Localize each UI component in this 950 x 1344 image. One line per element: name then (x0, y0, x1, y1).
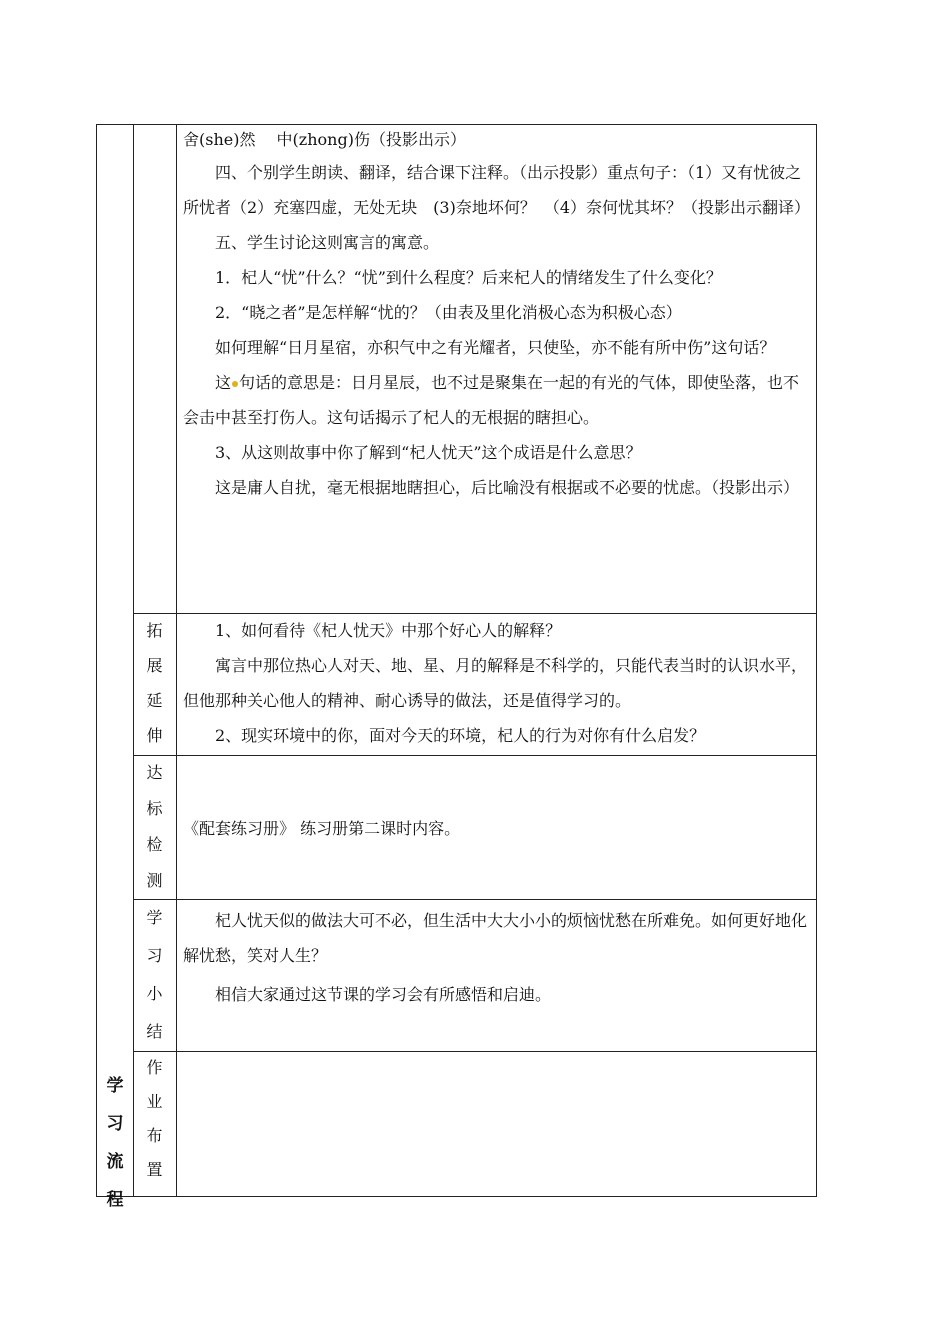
section-label-char: 置 (146, 1160, 163, 1179)
section-label-char: 结 (146, 1022, 163, 1041)
section-label-char: 业 (146, 1092, 163, 1111)
section-content-assessment (183, 755, 813, 899)
content-paragraph: 这 句话的意思是：日月星辰，也不过是聚集在一起的有光的气体，即使坠落，也不会击中甚至打伤人。这句话揭示了杞人的无根据的瞎担心。 (183, 373, 800, 427)
content-paragraph: 舍(she)然 中(zhong)伤（投影出示） (183, 130, 466, 149)
content-paragraph: 杞人忧天似的做法大可不必，但生活中大大小小的烦恼忧愁在所难免。如何更好地化解忧愁，笑对人生？ (183, 911, 808, 965)
content-paragraph: 1．杞人“忧”什么？“忧”到什么程度？后来杞人的情绪发生了什么变化？ (215, 268, 722, 287)
section-label-assessment (133, 755, 176, 899)
column-divider-label (176, 125, 177, 1196)
lesson-plan-table (96, 124, 817, 1210)
content-paragraph: 这是庸人自扰，毫无根据地瞎担心，后比喻没有根据或不必要的忧虑。（投影出示） (215, 478, 800, 497)
content-paragraph: 3、从这则故事中你了解到“杞人忧天”这个成语是什么意思？ (215, 443, 642, 462)
section-content-extension (183, 613, 813, 755)
section-label-char: 布 (146, 1126, 163, 1145)
section-label-char: 作 (146, 1058, 163, 1077)
section-label-char: 达 (146, 763, 163, 782)
section-label-homework (133, 1051, 176, 1198)
content-paragraph: 如何理解“日月星宿，亦积气中之有光耀者，只使坠，亦不能有所中伤”这句话？ (215, 338, 776, 357)
section-label-char: 伸 (146, 726, 163, 745)
content-paragraph: 寓言中那位热心人对天、地、星、月的解释是不科学的，只能代表当时的认识水平，但他那种关心他人的精神、耐心诱导的做法，还是值得学习的。 (183, 656, 808, 710)
section-label-char: 标 (146, 799, 163, 818)
outer-label-cell (97, 1051, 133, 1210)
content-paragraph: 四、个别学生朗读、翻译，结合课下注释。（出示投影）重点句子：（1）又有忧彼之所忧者（2）充塞四虚，无处无块 (3)奈地坏何？ （4）奈何忧其坏？（投影出示翻译） (183, 163, 811, 217)
section-label-char: 习 (146, 946, 163, 965)
section-content-homework (183, 1051, 813, 1198)
section-label-char: 检 (146, 835, 163, 854)
section-label-char: 拓 (146, 621, 163, 640)
content-paragraph: 《配套练习册》 练习册第二课时内容。 (183, 819, 461, 838)
content-paragraph: 2、现实环境中的你，面对今天的环境，杞人的行为对你有什么启发？ (215, 726, 706, 745)
highlight-mark (232, 381, 238, 387)
outer-label-char: 程 (106, 1190, 124, 1210)
content-paragraph: 相信大家通过这节课的学习会有所感悟和启迪。 (215, 985, 552, 1004)
content-paragraph: 1、如何看待《杞人忧天》中那个好心人的解释？ (215, 621, 562, 640)
content-paragraph: 2．“晓之者”是怎样解“忧的？（由表及里化消极心态为积极心态） (215, 303, 682, 322)
section-label-char: 测 (146, 871, 163, 890)
section-label-char: 展 (146, 656, 163, 675)
section-label-char: 小 (146, 984, 163, 1003)
outer-label-char: 流 (106, 1152, 124, 1172)
content-paragraph: 五、学生讨论这则寓言的寓意。 (215, 233, 440, 252)
section-label-char: 学 (146, 908, 163, 927)
section-label-char: 延 (146, 691, 163, 710)
section-label-extension (133, 613, 176, 755)
outer-label-char: 习 (106, 1114, 124, 1134)
section-content-summary (183, 899, 813, 1051)
section-label-summary (133, 899, 176, 1051)
outer-label-char: 学 (106, 1076, 124, 1096)
main-content-cell (183, 125, 813, 613)
